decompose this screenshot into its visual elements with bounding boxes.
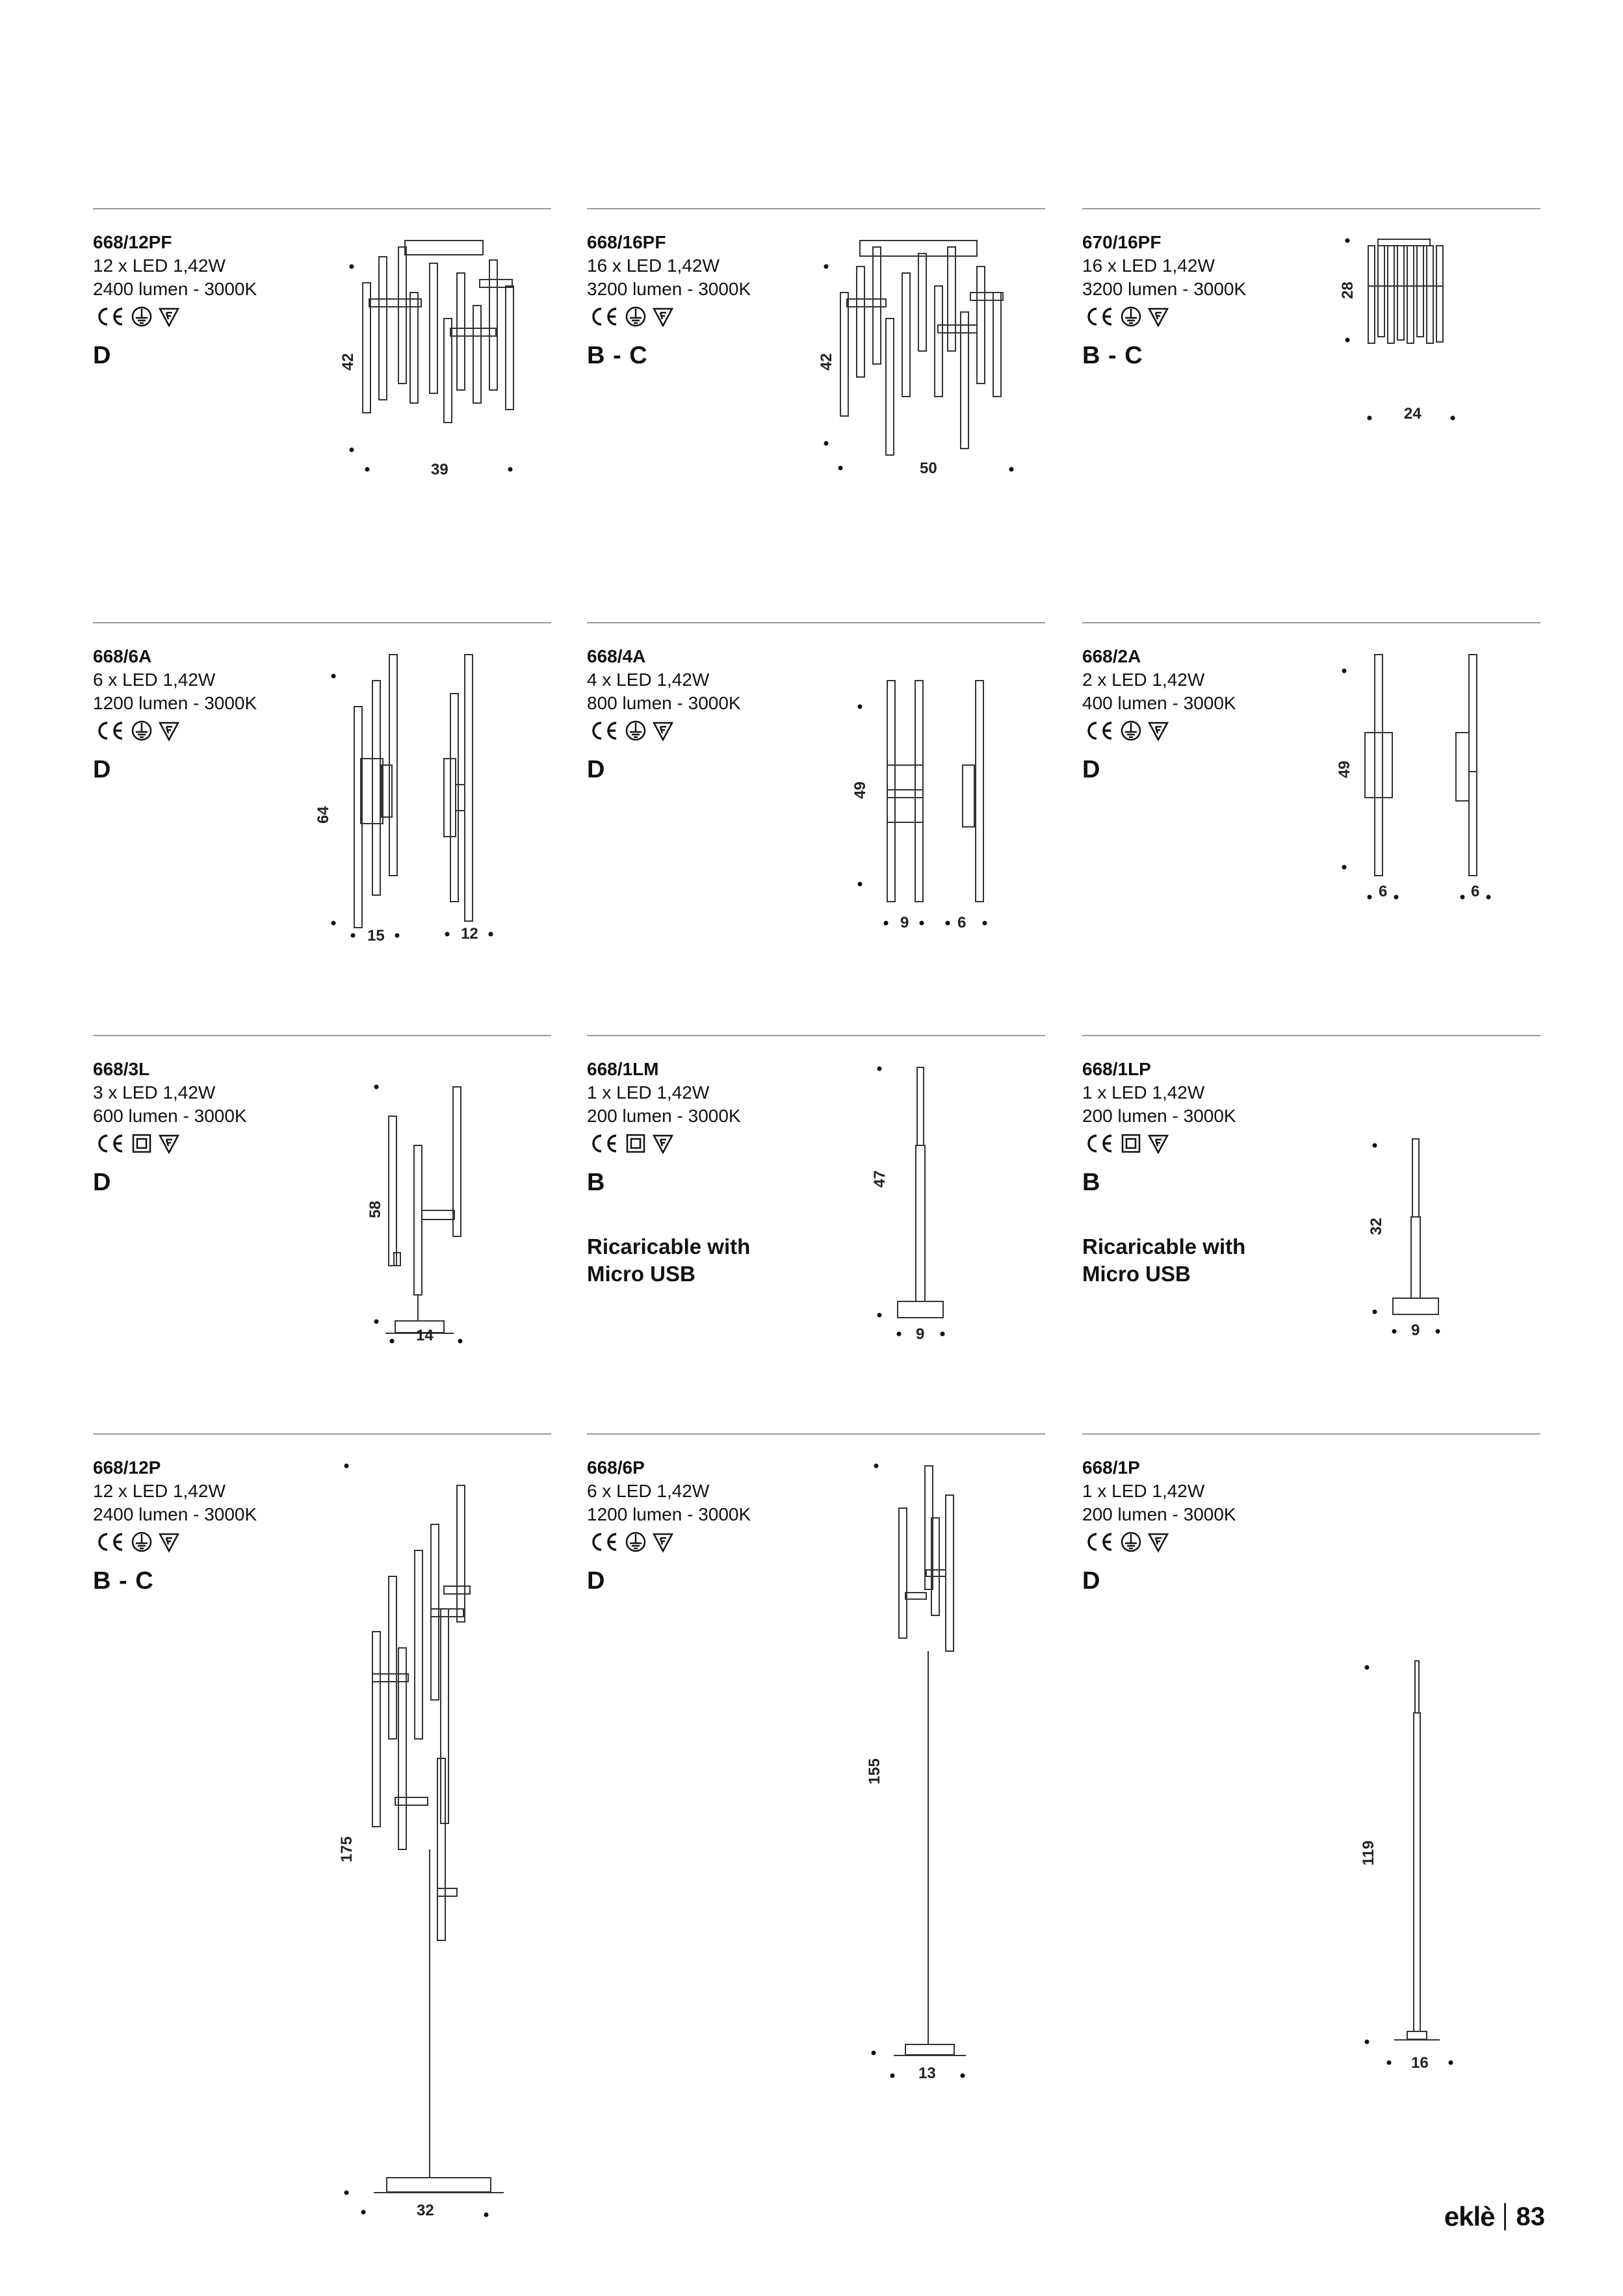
dim-marker (877, 1313, 882, 1318)
f-mark-icon (654, 1534, 672, 1551)
f-mark-icon (160, 723, 178, 740)
height-dimension: 32 (1368, 1218, 1385, 1235)
dim-marker (941, 1332, 945, 1337)
f-mark-icon (1149, 723, 1167, 740)
earth-class-icon (627, 307, 645, 326)
product-led-spec: 1 x LED 1,42W (1082, 1481, 1205, 1501)
dim-marker (1373, 1310, 1377, 1314)
certification-icons (587, 718, 697, 744)
dim-marker (390, 1339, 395, 1344)
energy-class: D (93, 756, 112, 783)
technical-drawing (333, 1459, 541, 2223)
certification-icons (93, 718, 203, 744)
footer-separator (1504, 2203, 1506, 2230)
energy-class: B - C (1082, 342, 1143, 369)
divider (93, 1035, 551, 1036)
energy-class: D (587, 756, 606, 783)
product-led-spec: 3 x LED 1,42W (93, 1082, 216, 1102)
product-code: 668/1P (1082, 1457, 1140, 1478)
technical-drawing (1362, 1132, 1466, 1357)
product-668-12P (93, 1433, 551, 2219)
fixture-front (887, 681, 923, 902)
dim-marker (484, 2213, 489, 2217)
product-led-spec: 6 x LED 1,42W (93, 670, 216, 690)
earth-class-icon (133, 307, 151, 326)
divider (587, 208, 1045, 209)
dim-marker (1365, 1665, 1370, 1670)
product-led-spec: 12 x LED 1,42W (93, 255, 226, 276)
product-668-1LP (1082, 1035, 1540, 1438)
technical-drawing (314, 648, 528, 957)
dim-marker (344, 1464, 349, 1468)
front-width-dimension: 6 (1379, 883, 1388, 900)
product-668-6P (587, 1433, 1045, 2083)
height-dimension: 155 (866, 1758, 883, 1784)
certification-icons (1082, 1529, 1193, 1555)
f-mark-icon (654, 1136, 672, 1153)
f-mark-icon (654, 723, 672, 740)
dim-marker (824, 265, 829, 269)
dim-marker (458, 1339, 463, 1344)
f-mark-icon (160, 1136, 178, 1153)
divider (587, 1035, 1045, 1036)
height-dimension: 64 (315, 806, 332, 824)
fixture-side (963, 681, 983, 902)
dim-marker (365, 467, 370, 472)
dim-marker (1461, 895, 1465, 900)
side-width-dimension: 6 (957, 914, 967, 932)
product-668-2A (1082, 622, 1540, 1025)
ce-mark-icon (593, 1136, 616, 1151)
ce-mark-icon (1089, 1534, 1111, 1550)
divider (1082, 1433, 1540, 1435)
product-led-spec: 2 x LED 1,42W (1082, 670, 1205, 690)
side-width-dimension: 12 (461, 925, 478, 943)
height-dimension: 119 (1360, 1840, 1377, 1866)
product-lumen-spec: 600 lumen - 3000K (93, 1106, 247, 1126)
ce-mark-icon (593, 723, 616, 738)
height-dimension: 49 (1336, 761, 1353, 778)
product-code: 668/1LP (1082, 1059, 1151, 1079)
dim-marker (1449, 2061, 1453, 2065)
ce-mark-icon (99, 309, 122, 324)
dim-marker (350, 448, 354, 452)
product-668-16PF (587, 208, 1045, 611)
front-width-dimension: 15 (367, 927, 385, 945)
technical-drawing (847, 674, 1029, 937)
energy-class: B (587, 1169, 606, 1196)
width-dimension: 13 (918, 2065, 936, 2082)
product-668-12PF (93, 208, 551, 611)
product-code: 670/16PF (1082, 232, 1162, 252)
dim-marker (374, 1320, 379, 1324)
certification-icons (1082, 304, 1193, 330)
divider (587, 1433, 1045, 1435)
product-code: 668/1LM (587, 1059, 659, 1079)
product-code: 668/6P (587, 1457, 645, 1478)
divider (93, 622, 551, 623)
height-dimension: 28 (1339, 281, 1357, 299)
ce-mark-icon (1089, 723, 1111, 738)
dim-marker (395, 933, 400, 938)
dim-marker (1373, 1143, 1377, 1148)
certification-icons (1082, 718, 1193, 744)
double-insulation-icon (627, 1135, 644, 1152)
certification-icons (1082, 1130, 1193, 1156)
product-668-4A (587, 622, 1045, 1025)
height-dimension: 42 (339, 353, 357, 371)
dim-marker (961, 2074, 965, 2078)
dim-marker (838, 466, 843, 471)
fixture-outline (898, 1067, 943, 1318)
fixture-outline (840, 241, 1003, 455)
front-width-dimension: 9 (900, 914, 909, 932)
width-dimension: 9 (1411, 1322, 1420, 1339)
dim-marker (874, 1464, 879, 1468)
f-mark-icon (1149, 309, 1167, 326)
dim-marker (872, 2051, 876, 2055)
ce-mark-icon (99, 723, 122, 738)
ce-mark-icon (593, 1534, 616, 1550)
product-lumen-spec: 3200 lumen - 3000K (587, 279, 751, 299)
energy-class: B - C (587, 342, 648, 369)
dim-marker (1436, 1329, 1440, 1334)
product-code: 668/12P (93, 1457, 161, 1478)
product-code: 668/6A (93, 646, 152, 666)
product-led-spec: 16 x LED 1,42W (587, 255, 720, 276)
dim-marker (890, 2074, 895, 2078)
f-mark-icon (160, 309, 178, 326)
double-insulation-icon (1123, 1135, 1139, 1152)
earth-class-icon (1122, 307, 1140, 326)
dim-marker (877, 1067, 882, 1071)
dim-marker (858, 705, 863, 709)
fixture-outline (1394, 1661, 1440, 2040)
product-lumen-spec: 200 lumen - 3000K (1082, 1106, 1236, 1126)
product-668-1P (1082, 1433, 1540, 2083)
energy-class: B (1082, 1169, 1101, 1196)
f-mark-icon (654, 309, 672, 326)
dim-marker (824, 441, 829, 446)
dim-marker (1342, 865, 1347, 870)
width-dimension: 39 (431, 461, 448, 478)
ce-mark-icon (99, 1136, 122, 1151)
usb-note: Ricaricable with Micro USB (587, 1234, 751, 1286)
dim-marker (946, 921, 950, 926)
dim-marker (1394, 895, 1399, 900)
dim-marker (920, 921, 924, 926)
brand-logo: eklè (1444, 2201, 1495, 2232)
dim-marker (361, 2210, 366, 2215)
certification-icons (93, 304, 203, 330)
energy-class: D (93, 1169, 112, 1196)
product-led-spec: 12 x LED 1,42W (93, 1481, 226, 1501)
dim-marker (1387, 2061, 1392, 2065)
earth-class-icon (627, 1533, 645, 1551)
height-dimension: 175 (338, 1836, 356, 1862)
product-670-16PF (1082, 208, 1540, 611)
fixture-outline (363, 241, 513, 423)
product-code: 668/12PF (93, 232, 172, 252)
product-lumen-spec: 1200 lumen - 3000K (93, 693, 257, 713)
product-led-spec: 1 x LED 1,42W (587, 1082, 710, 1102)
dim-marker (1365, 2040, 1370, 2044)
dim-marker (858, 882, 863, 887)
divider (1082, 622, 1540, 623)
dim-marker (344, 2191, 349, 2195)
dim-marker (1487, 895, 1491, 900)
fixture-outline (372, 1485, 504, 2193)
ce-mark-icon (593, 309, 616, 324)
technical-drawing (1329, 234, 1485, 423)
earth-class-icon (133, 1533, 151, 1551)
energy-class: D (1082, 756, 1101, 783)
dim-marker (508, 467, 513, 472)
product-led-spec: 6 x LED 1,42W (587, 1481, 710, 1501)
product-lumen-spec: 2400 lumen - 3000K (93, 279, 257, 299)
product-code: 668/4A (587, 646, 646, 666)
f-mark-icon (1149, 1534, 1167, 1551)
fixture-front (354, 655, 397, 928)
width-dimension: 14 (416, 1327, 434, 1344)
technical-drawing (1342, 1654, 1472, 2087)
fixture-outline (1368, 239, 1443, 343)
dim-marker (1451, 416, 1455, 421)
width-dimension: 24 (1404, 405, 1422, 423)
technical-drawing (866, 1061, 970, 1344)
certification-icons (587, 304, 697, 330)
divider (93, 1433, 551, 1435)
product-led-spec: 4 x LED 1,42W (587, 670, 710, 690)
dim-marker (897, 1332, 902, 1337)
dim-marker (983, 921, 987, 926)
height-dimension: 47 (871, 1170, 889, 1188)
earth-class-icon (1122, 722, 1140, 740)
f-mark-icon (160, 1534, 178, 1551)
dim-marker (350, 265, 354, 269)
technical-drawing (353, 1074, 535, 1357)
product-lumen-spec: 400 lumen - 3000K (1082, 693, 1236, 713)
divider (587, 622, 1045, 623)
certification-icons (587, 1130, 697, 1156)
technical-drawing (808, 234, 1022, 484)
product-lumen-spec: 200 lumen - 3000K (587, 1106, 741, 1126)
divider (1082, 208, 1540, 209)
product-code: 668/3L (93, 1059, 150, 1079)
product-lumen-spec: 2400 lumen - 3000K (93, 1504, 257, 1524)
product-led-spec: 16 x LED 1,42W (1082, 255, 1215, 276)
technical-drawing (834, 1459, 990, 2100)
earth-class-icon (627, 722, 645, 740)
height-dimension: 42 (818, 353, 835, 371)
page-footer (1444, 2200, 1545, 2233)
product-lumen-spec: 800 lumen - 3000K (587, 693, 741, 713)
f-mark-icon (1149, 1136, 1167, 1153)
earth-class-icon (133, 722, 151, 740)
product-668-6A (93, 622, 551, 1025)
dim-marker (1345, 338, 1350, 343)
usb-note: Ricaricable with Micro USB (1082, 1234, 1246, 1286)
earth-class-icon (1122, 1533, 1140, 1551)
dim-marker (445, 932, 450, 937)
double-insulation-icon (133, 1135, 150, 1152)
fixture-outline (1393, 1139, 1438, 1314)
dim-marker (1342, 669, 1347, 673)
fixture-front (1365, 655, 1392, 876)
dim-marker (884, 921, 889, 926)
product-code: 668/16PF (587, 232, 666, 252)
divider (1082, 1035, 1540, 1036)
side-width-dimension: 6 (1471, 883, 1480, 900)
product-lumen-spec: 3200 lumen - 3000K (1082, 279, 1247, 299)
width-dimension: 32 (417, 2202, 434, 2219)
height-dimension: 58 (367, 1201, 384, 1218)
ce-mark-icon (99, 1534, 122, 1550)
energy-class: D (1082, 1567, 1101, 1595)
energy-class: D (587, 1567, 606, 1595)
width-dimension: 50 (920, 460, 937, 477)
page-number: 83 (1516, 2202, 1545, 2231)
product-668-1LM (587, 1035, 1045, 1438)
fixture-outline (894, 1466, 966, 2055)
technical-drawing (1329, 648, 1511, 898)
product-led-spec: 1 x LED 1,42W (1082, 1082, 1205, 1102)
dim-marker (1392, 1329, 1397, 1334)
height-dimension: 49 (851, 781, 869, 799)
fixture-outline (385, 1087, 461, 1333)
fixture-side (1456, 655, 1477, 876)
certification-icons (93, 1130, 203, 1156)
certification-icons (93, 1529, 203, 1555)
divider (93, 208, 551, 209)
energy-class: D (93, 342, 112, 369)
certification-icons (587, 1529, 697, 1555)
dim-marker (1368, 895, 1372, 900)
dim-marker (374, 1085, 379, 1089)
product-668-3L (93, 1035, 551, 1438)
width-dimension: 16 (1411, 2054, 1429, 2072)
dim-marker (1009, 467, 1014, 472)
product-lumen-spec: 200 lumen - 3000K (1082, 1504, 1236, 1524)
product-code: 668/2A (1082, 646, 1141, 666)
fixture-side (444, 655, 473, 921)
technical-drawing (333, 234, 541, 484)
product-lumen-spec: 1200 lumen - 3000K (587, 1504, 751, 1524)
ce-mark-icon (1089, 1136, 1111, 1151)
dim-marker (489, 932, 493, 937)
dim-marker (351, 933, 356, 938)
dim-marker (1368, 416, 1372, 421)
dim-marker (1345, 239, 1350, 243)
dim-marker (331, 921, 336, 926)
dim-marker (331, 674, 336, 679)
width-dimension: 9 (916, 1325, 925, 1343)
energy-class: B - C (93, 1567, 154, 1595)
ce-mark-icon (1089, 309, 1111, 324)
